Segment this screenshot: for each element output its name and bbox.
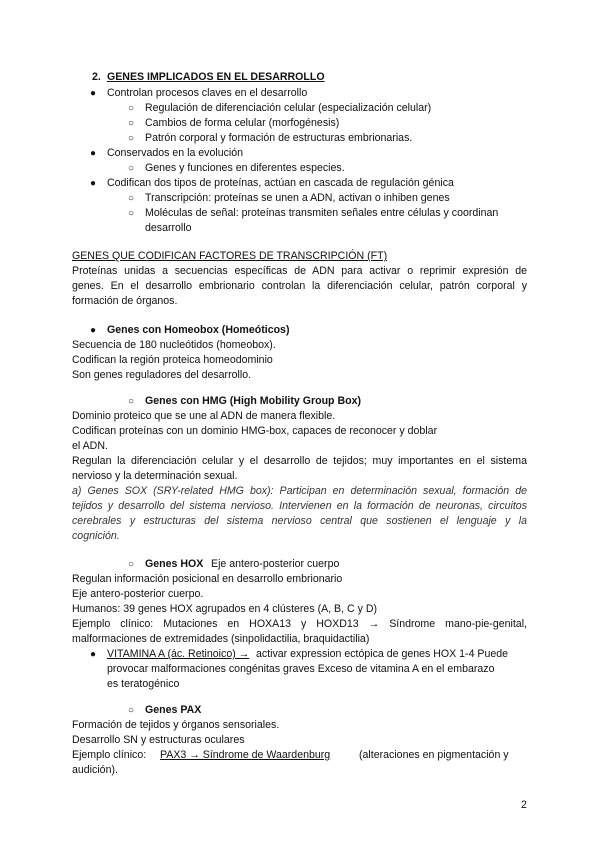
- paragraph-line: Son genes reguladores del desarrollo.: [72, 369, 252, 381]
- bullet-dot-icon: ●: [90, 148, 97, 159]
- paragraph-line: Regulan información posicional en desarrollo embrionario: [72, 573, 343, 585]
- sub-bullet-circle-icon: ○: [128, 208, 135, 219]
- paragraph-line: Ejemplo clínico:: [72, 749, 147, 761]
- paragraph-line: formación de órganos.: [72, 295, 178, 307]
- section-title: GENES IMPLICADOS EN EL DESARROLLO: [107, 71, 325, 83]
- sub-bullet-circle-icon: ○: [128, 705, 135, 716]
- sub-bullet-circle-icon: ○: [128, 193, 135, 204]
- bullet-dot-icon: ●: [90, 325, 97, 336]
- list-item: Controlan procesos claves en el desarrollo: [107, 87, 308, 99]
- list-item: Codifican dos tipos de proteínas, actúan en cascada de regulación génica: [107, 177, 454, 189]
- paragraph-line: Secuencia de 180 nucleótidos (homeobox).: [72, 339, 276, 351]
- list-item: Genes y funciones en diferentes especies.: [145, 162, 345, 174]
- ft-heading: GENES QUE CODIFICAN FACTORES DE TRANSCRIPCIÓN (FT): [72, 250, 388, 262]
- hox-heading: Genes HOX: [145, 558, 204, 570]
- sub-bullet-circle-icon: ○: [128, 133, 135, 144]
- homeobox-heading: Genes con Homeobox (Homeóticos): [107, 324, 290, 336]
- bullet-dot-icon: ●: [90, 88, 97, 99]
- bullet-dot-icon: ●: [90, 649, 97, 660]
- paragraph-line: audición).: [72, 764, 118, 776]
- bullet-dot-icon: ●: [90, 178, 97, 189]
- list-item: Transcripción: proteínas se unen a ADN, activan o inhiben genes: [145, 192, 450, 204]
- pax-heading: Genes PAX: [145, 704, 202, 716]
- sub-bullet-circle-icon: ○: [128, 118, 135, 129]
- list-item: Moléculas de señal: proteínas transmiten señales entre células y coordinan: [145, 207, 499, 219]
- sox-note-line: tejidos y desarrollo del sistema nervioso. Intervienen en la formación de neuronas, circuitos: [72, 500, 527, 512]
- list-item: Regulación de diferenciación celular (especialización celular): [145, 102, 432, 114]
- list-item: Cambios de forma celular (morfogénesis): [145, 117, 340, 129]
- sox-note-line: cerebrales y estructuras del sistema nervioso central que sostienen el lenguaje y la: [72, 515, 527, 527]
- sub-bullet-circle-icon: ○: [128, 103, 135, 114]
- paragraph-line: provocar malformaciones congénitas graves Exceso de vitamina A en el embarazo: [107, 663, 495, 675]
- paragraph-line: Proteínas unidas a secuencias específicas de ADN para activar o reprimir expresión de: [72, 265, 527, 277]
- sub-bullet-circle-icon: ○: [128, 396, 135, 407]
- paragraph-line: Formación de tejidos y órganos sensoriales.: [72, 719, 280, 731]
- paragraph-line: Humanos: 39 genes HOX agrupados en 4 clústeres (A, B, C y D): [72, 603, 378, 615]
- paragraph-line: Desarrollo SN y estructuras oculares: [72, 734, 245, 746]
- list-item: Patrón corporal y formación de estructuras embrionarias.: [145, 132, 413, 144]
- sub-bullet-circle-icon: ○: [128, 163, 135, 174]
- paragraph-line: Regulan la diferenciación celular y el desarrollo de tejidos; muy importantes en el sistema: [72, 455, 527, 467]
- paragraph-line: nervioso y la determinación sexual.: [72, 470, 238, 482]
- paragraph-line: Dominio proteico que se une al ADN de manera flexible.: [72, 410, 336, 422]
- sox-note-line: a) Genes SOX (SRY-related HMG box): Participan en determinación sexual, formación de: [72, 485, 527, 497]
- waardenburg-link[interactable]: PAX3 → Síndrome de Waardenburg: [160, 749, 331, 761]
- sox-note-line: cognición.: [72, 530, 120, 542]
- section-number: 2.: [92, 71, 101, 83]
- hmg-heading: Genes con HMG (High Mobility Group Box): [145, 395, 361, 407]
- paragraph-line: Codifican la región proteica homeodominio: [72, 354, 273, 366]
- paragraph-line: (alteraciones en pigmentación y: [359, 749, 509, 761]
- paragraph-line: Codifican proteínas con un dominio HMG-box, capaces de reconocer y doblar: [72, 425, 438, 437]
- vitamina-a-link[interactable]: VITAMINA A (ác. Retinoico) →: [107, 648, 250, 660]
- paragraph-line: genes. En el desarrollo embrionario controlan la diferenciación celular, patrón corporal y: [72, 280, 527, 292]
- paragraph-line: Eje antero-posterior cuerpo.: [72, 588, 204, 600]
- paragraph-line: es teratogénico: [107, 678, 180, 690]
- page-number: 2: [521, 799, 527, 811]
- paragraph-line: el ADN.: [72, 440, 108, 452]
- paragraph-line: malformaciones de extremidades (sinpolidactilia, braquidactilia): [72, 633, 370, 645]
- paragraph-line: activar expression ectópica de genes HOX 1-4 Puede: [256, 648, 509, 660]
- list-item: desarrollo: [145, 222, 192, 234]
- list-item: Conservados en la evolución: [107, 147, 244, 159]
- paragraph-line: Ejemplo clínico: Mutaciones en HOXA13 y HOXD13 → Síndrome mano-pie-genital,: [72, 618, 527, 630]
- hox-heading-suffix: Eje antero-posterior cuerpo: [211, 558, 340, 570]
- sub-bullet-circle-icon: ○: [128, 559, 135, 570]
